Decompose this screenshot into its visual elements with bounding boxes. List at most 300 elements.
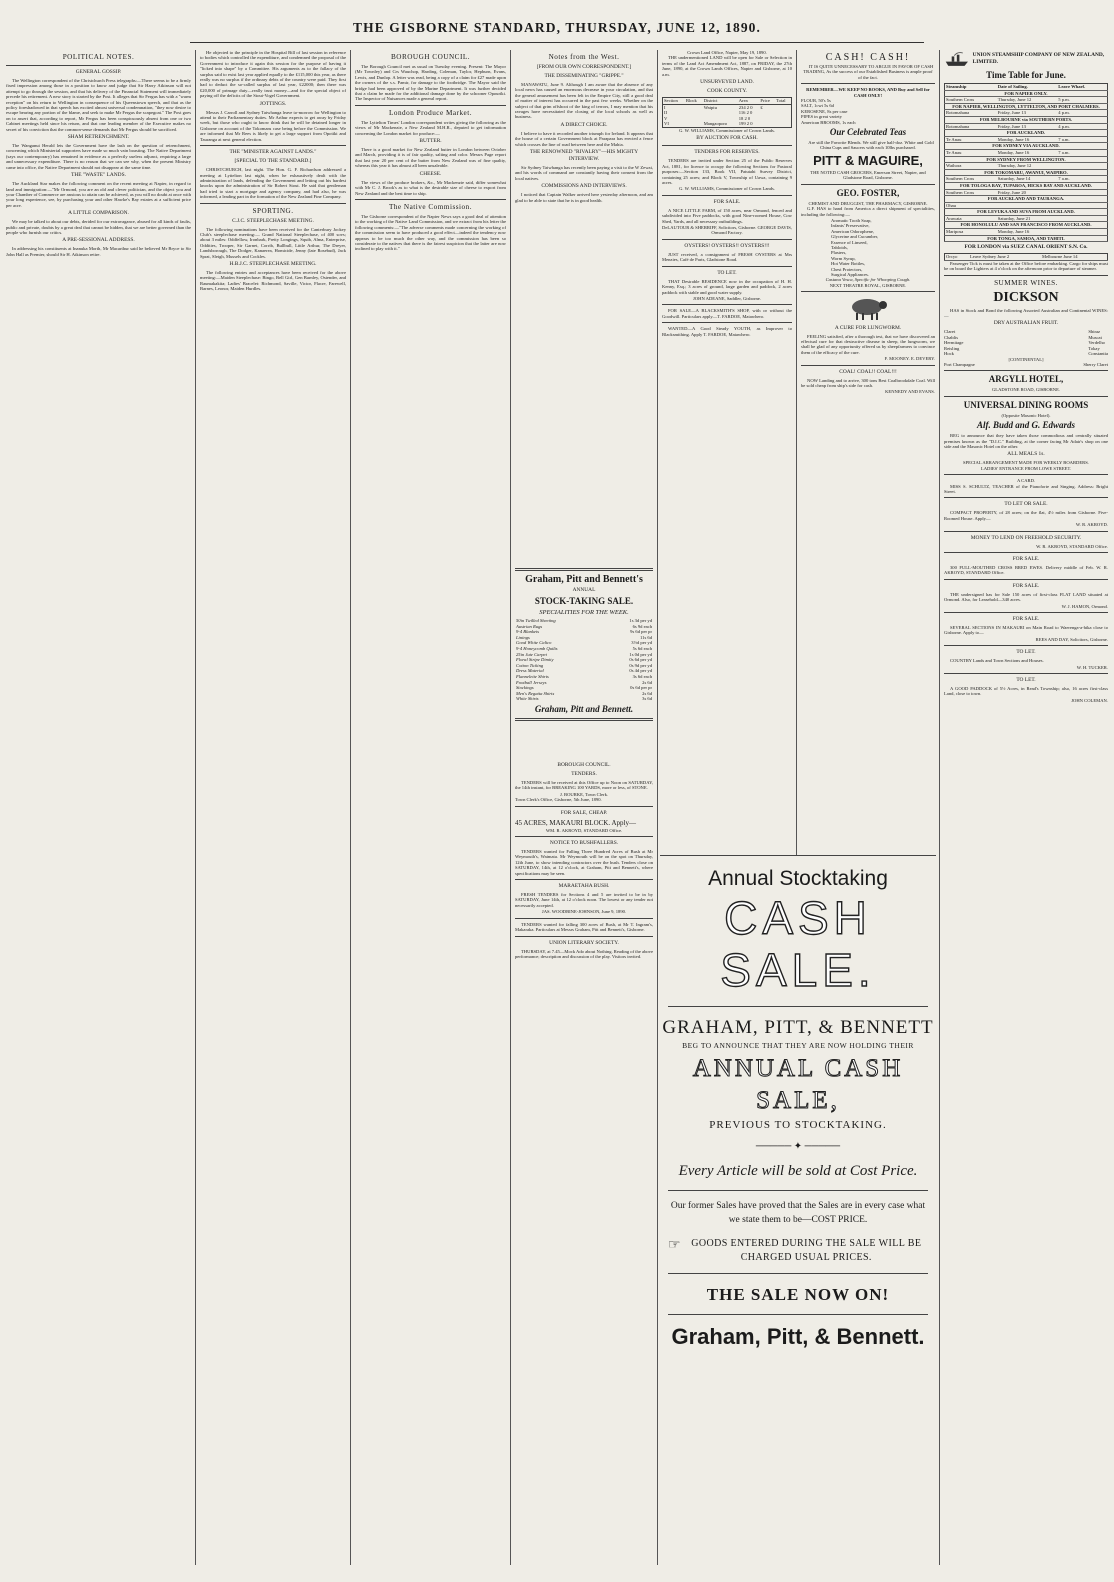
article-text: MANAWATU, June 9. Although I am aware that the absence of any local news has caused an enormous decrease in your circulation, and that the general amusement has been felt in the Empire City, still a good deal of matter of interest has occurred in the past few weeks. Whether on the subject of that grim offshoot of the king of terrors, I may mention that his ravages have necessitated the closing of the local schools as well as business. (515, 82, 653, 120)
price-item: Stockings (516, 685, 534, 691)
timetable-row (945, 176, 1108, 183)
notice-text: THE undermentioned LAND will be open for Sale or Selection in terms of the Land Act Amendment Act, 1887, on FRIDAY, the 27th June, 1890, at the Crown Lands Offices, Napier and Gisborne, at 10 a.m. (662, 55, 792, 77)
notice-text: JUST received, a consignment of FRESH OYSTERS at Mrs Menzies, Café de Paris, Gladstone Road. (662, 251, 792, 263)
ad-text: GLADSTONE ROAD, GISBORNE. (991, 387, 1061, 393)
ad-signature: W. H. TUCKER. (1076, 664, 1108, 670)
timetable-date: Friday, June 20 (997, 189, 1057, 196)
ad-text: SEVERAL SECTIONS IN MAKAURI on Main Road to Waerenga-a-hika close to Gisborne. Apply to— (944, 625, 1108, 636)
list-item: Aromatic Tooth Soap, (831, 217, 872, 223)
notice-title: BY AUCTION FOR CASH. (696, 135, 758, 142)
wine-item: Muscat (1088, 334, 1102, 340)
timetable-date: Thursday, June 12 (997, 163, 1057, 170)
ad-text: IT IS QUITE UNNECESSARY TO ARGUE IN FAVOR OF CASH TRADING, As the success of our Established Business is ample proof of the fact. (803, 64, 934, 80)
column-rule (796, 50, 797, 900)
notice-signature: J. BOURKE, Town Clerk. (559, 791, 609, 797)
wine-item: Reisling (944, 345, 960, 351)
ad-footer-firm: Graham, Pitt, & Bennett. (671, 1324, 925, 1349)
wine-item: Constantia (1088, 351, 1108, 357)
article-text: CHRISTCHURCH, last night. The Hon. G. F. Richardson addressed a meeting at Lyttelton last night, when he exhaustively dealt with the administration of lands, defending the Government and letting out his hardest knocks upon the administration of Sir Robert Stout. He said that gentleman had tried to start a mortgage and agency company, and had also, he was informed, a leading part in the formation of the New Zealand Fine Company. (200, 167, 346, 200)
article-title: THE "WASTE" LANDS. (71, 172, 126, 179)
timetable-ship: Rotomahana (945, 123, 997, 130)
divider (944, 552, 1108, 553)
wine-item: Tokay (1088, 345, 1100, 351)
divider (515, 568, 653, 571)
ad-firm-name: Graham, Pitt and Bennett's (525, 574, 643, 585)
sheep-icon (845, 295, 891, 321)
article-title: JOTTINGS. (259, 100, 287, 107)
table-cell: VI (664, 121, 669, 127)
notice-text: WANTED—A Good Steady YOUTH, as Improver to Blacksmithing. Apply T. FARDOE, Matawhero. (662, 326, 792, 337)
ad-heading: SUMMER WINES. (994, 278, 1058, 287)
price-item: American BROOMS, 1s each (801, 119, 856, 125)
notice-text: FRESH TENDERS for Sections 4 and 5 are invited to be in by SATURDAY, June 14th, at 12 o'clock noon. The lowest or any tender not necessarily accepted. (515, 892, 653, 908)
divider (200, 145, 346, 146)
table-row (663, 121, 792, 127)
notice-text: FOR SALE—A BLACKSMITH'S SHOP, with or without the Goodwill. Particulars apply—T. FARDOE, Matawhero. (662, 308, 792, 319)
wine-item: Chablis (944, 334, 959, 340)
section-heading: SPORTING. (252, 206, 294, 215)
section-heading: Notes from the West. (548, 53, 620, 61)
column-rule (657, 50, 658, 1565)
ad-signature: W. R. AKROYD. (1075, 522, 1108, 528)
timetable-ship: Southern Cross (945, 189, 997, 196)
timetable-destination: FOR NAPIER, WELLINGTON, LYTTELTON, AND PORT CHALMERS. (945, 103, 1108, 110)
ad-firm-name: GEO. FOSTER, (836, 187, 900, 198)
column-five (662, 50, 792, 700)
timetable-time: 7 a.m. (1057, 149, 1107, 156)
notice-date: Crown Land Office, Napier, May 19, 1890. (687, 50, 767, 55)
notice-text: TENDERS will be received at this Office up to Noon on SATURDAY, the 14th instant, for BREAKING 100 YARDS, more or less, of STONE. (515, 780, 653, 791)
timetable-row (945, 215, 1108, 222)
ad-heading: COAL! COAL!! COAL!!! (839, 368, 897, 375)
article-list (6, 69, 191, 257)
notice-text: Passenger Tick ts must be taken at the Office before embarking. Cargo for ships must be on board the Lighters at 4 o'clock on the afternoon prior to departure of steamer. (944, 260, 1108, 272)
article-text: The Wellington correspondent of the Christchurch Press telegraphs:—There seems to be a firmly fixed impression among those in a position to know and judge that Sir Harry Atkinson will not attempt to go through the session, and that his delivery of the Financial Statement will immediately precede his retirement. A new story is started by the Post. It alleges that Sir Fergus has with a "warm reception" on his return to Wellington in consequence of his Queenstown speech, and that as the policy foreshadowed in that speech has excited almost universal condemnation, "they now desire to escape bearing any portion of the blame, and seek to make Mr Fergus the scapegoat." The Post goes on to assert that, according to report, Mr Fergus has been conspicuously absent from one or two Cabinet meetings held since his return, and that one leading member of the Executive makes no secret of his conviction that the common-sense demands that Mr Fergus should be sacrificed. (6, 78, 191, 132)
timetable-destination: FOR TONGA, SAMOA, AND TAHITI. (945, 235, 1108, 242)
table-cell: 18 2 0 (738, 115, 751, 121)
column-three (355, 50, 506, 1565)
divider (662, 145, 792, 146)
list-item: Surgical Appliances. (831, 271, 869, 277)
table-header-row (663, 98, 792, 105)
timetable-time (1057, 163, 1107, 170)
price-item: 25in Jute Carpet (516, 651, 547, 657)
timetable-ship: Southern Cross (945, 97, 997, 104)
wine-item: Verdelho (1088, 340, 1105, 346)
ad-sale-now-on: THE SALE NOW ON! (706, 1285, 890, 1304)
article-text: The following entries and acceptances have been received for the above meeting:—Maiden Steeplechase: Bingo, Bell Girl, Gen Barnley, Ostender, and Raumakakita; Ladies' Bracelet: Richmond, Saville, Victor, Flacre, Farewell, Barnes, Leonor, Maiden Hurdles. (200, 269, 346, 292)
wine-list-right (1088, 329, 1108, 356)
price-item: Austrian Rugs (516, 623, 543, 629)
timetable-ship: Mariposa (945, 229, 997, 236)
table-cell: 116 2 0 (738, 110, 753, 116)
article-text: In addressing his constituents at Inanuka Morth, Mr Macarthur said he believed Mr Bryce to Sir John Hall as Premier, should Sir H. Atkinson retire. (6, 246, 191, 257)
divider (944, 645, 1108, 646)
list-item: Glycerine and Cucumber, (831, 234, 879, 240)
ad-footer: Graham, Pitt and Bennett. (534, 703, 634, 714)
article-text: The Lyttelton Times' London correspondent writes giving the following as the views of Mr Mackenzie, a New Zealand M.H.R., deputed to get information concerning the London market for produce:— (355, 119, 506, 136)
timetable-header-row (945, 84, 1108, 91)
article-text: I believe to have it recorded another triumph for Ireland. It appears that the house of a certain Government block at Parapara has erected a fence which crosses the line of road between here and the Mahia. (515, 130, 653, 147)
timetable-destination-row (945, 235, 1108, 242)
suez-row (945, 254, 1108, 261)
cash-sale-advertisement (660, 855, 936, 1566)
list-item: Infants' Preservative, (831, 223, 870, 229)
suez-cell: Leave Sydney June 2 (969, 254, 1041, 261)
notice-title: OYSTERS! OYSTERS!! OYSTERS!!! (684, 242, 770, 249)
timetable-destination-row (945, 90, 1108, 97)
timetable-date: Saturday, June 21 (997, 215, 1057, 222)
price-value: 2s 6d (642, 690, 652, 696)
notice-title: NOTICE TO BUSHFALLERS. (549, 840, 619, 847)
price-value: 11s 6d (640, 634, 652, 640)
ad-annual-cash: ANNUAL CASH SALE, (692, 1055, 904, 1114)
table-cell: V (664, 115, 668, 121)
suez-cell: Melbourne June 14 (1041, 254, 1107, 261)
ad-specialities: SPECIALITIES FOR THE WEEK. (539, 609, 629, 616)
divider (944, 673, 1108, 674)
column-four-notices (515, 760, 653, 1565)
price-value: 9s 6d per pr (630, 629, 652, 635)
price-value: 0s 6d per pr (630, 685, 652, 691)
ad-heading: CASH! CASH! (825, 52, 911, 63)
price-value: 2s 6d (642, 679, 652, 685)
timetable-row (945, 202, 1108, 209)
divider (944, 370, 1108, 371)
notice-signature: JOHN ADEANE, Saddler, Gisborne. (693, 295, 761, 301)
table-cell: II (664, 110, 668, 116)
price-item: Flannelette Shirts (516, 673, 549, 679)
ad-text: COUNTRY Lands and Town Sections and Houses. (950, 658, 1044, 664)
notice-text: TENDERS wanted for falling 300 acres of Bush, at Mr T. Ingram's, Makaraka. Particulars at Messrs Graham, Pitt and Bennett's, Gisborne. (515, 921, 653, 933)
table-cell: Waipiu (703, 104, 717, 110)
article-subtitle: [FROM OUR OWN CORRESPONDENT.] (536, 64, 632, 70)
article-title: SHAM RETRENCHMENT. (67, 134, 130, 141)
list-item: Chest Protectors, (831, 266, 863, 272)
price-item: Floral Stripe Dimity (516, 657, 554, 663)
notice-subtitle: COOK COUNTY. (707, 88, 747, 95)
list-item: Tabloids, (831, 244, 848, 250)
ad-cash-sale: CASH SALE. (720, 892, 876, 996)
ad-text: NOW Landing and to arrive, 300 tons Best Coalbrookdale Coal. Will be sold cheap from ship's side for cash. (801, 377, 935, 389)
table-header: Price (759, 98, 775, 105)
price-item: KEROSENE, 8s per case (801, 108, 848, 114)
article-title: A PRE-SESSIONAL ADDRESS. (62, 237, 135, 244)
ornament: ───── ✦ ───── (755, 1141, 841, 1152)
ad-signature: W. R. AKROYD, STANDARD Office. (1036, 543, 1108, 549)
timetable-header: Leave Wharf. (1057, 84, 1107, 91)
timetable-ship: Te Anau (945, 136, 997, 143)
divider (515, 879, 653, 880)
notice-signature: WM. R. AKROYD, STANDARD Office. (545, 827, 623, 833)
divider (515, 806, 653, 807)
timetable-date: Saturday, June 14 (997, 176, 1057, 183)
ad-annual-stocktaking: Annual Stocktaking (708, 867, 888, 890)
price-value: 0s 6d per yd (629, 657, 652, 663)
article-text: The Gisborne correspondent of the Napier News says a good deal of attention to the working of the Native Land Commission, and we extract from his letter the following comments:—"The adverse comments made concerning the working of the commission seem to have produced a good effect—indeed the tendency now appears to be too much the other way, and the commission has been so considerate to the natives that there is the fairest suspicion that the latter are now inclined to play with it." (355, 213, 506, 252)
price-item: 9-4 Honeycomb Quilts (516, 645, 558, 651)
article-text: Messrs J. Carroll and Sydney Taiwhanga leave to-morrow for Wellington to attend to their Parliamentary duties. Mr Arthur expects to get away by Friday week, but those who ought to know think that he will be detained longer in Gisborne on account of the Tokomaru case being before the Commission. We are informed that Mr Rees is likely to get a large support from Opotiki and Tauranga at next general election. (200, 109, 346, 142)
divider (801, 184, 935, 185)
divider (944, 396, 1108, 397)
price-list (515, 618, 653, 702)
list-item: Plasters, (831, 250, 847, 256)
wine-list-left (944, 329, 963, 356)
column-political-notes (6, 50, 191, 1565)
timetable-destination: FOR HONOLULU AND SAN FRANCISCO FROM AUCKLAND. (945, 222, 1108, 229)
price-item: Dress Material (516, 668, 544, 674)
ad-heading: FOR SALE. (1012, 556, 1040, 562)
timetable-destination-row (945, 130, 1108, 137)
price-items (801, 98, 935, 125)
wine-item: Sherry Claret (1083, 361, 1108, 367)
price-value: 5s 6d each (632, 645, 652, 651)
ad-heading: TO LET. (1016, 649, 1036, 656)
ad-former: Our former Sales have proved that the Sales are in every case what we state them to be—COST PRICE. (670, 1201, 926, 1225)
ad-text: REMEMBER—WE KEEP NO BOOKS, AND Buy and Sell for CASH ONLY! (806, 87, 930, 98)
notice-text: THURSDAY, at 7.45—Mock Ado about Nothing. Reading of the above performance; description and discussion of the play. Visitors invited. (515, 948, 653, 959)
column-seven (944, 50, 1108, 1565)
price-value: 6s 9d each (632, 623, 652, 629)
timetable-ship: Southern Cross (945, 176, 997, 183)
ad-heading: FOR SALE. (1012, 616, 1040, 623)
notice-signature: JAS. WOODBINE-JOHNSON, June 9, 1890. (541, 909, 627, 915)
article-title: C.J.C. STEEPLECHASE MEETING. (232, 217, 314, 224)
ad-heading: ALL MEALS 1s. (1007, 451, 1045, 458)
ad-heading: MONEY TO LEND ON FREEHOLD SECURITY. (970, 534, 1082, 541)
divider (355, 105, 506, 106)
notice-title: MARAETAHA BUSH. (558, 883, 610, 890)
article-subtitle: [SPECIAL TO THE STANDARD.] (234, 158, 312, 165)
notice-title: UNION LITERARY SOCIETY. (549, 939, 619, 946)
notice-signature: G. W. WILLIAMS, Commissioner of Crown Lands. (679, 186, 775, 192)
list-item: Essence of Linseed, (831, 239, 868, 245)
ad-heading: Our Celebrated Teas (829, 127, 907, 138)
timetable-destination-row (945, 143, 1108, 150)
notice-text: TENDERS are invited under Section 25 of the Public Reserves Act, 1881, for licence to occupy the following Sections for Pastoral purposes:—Section 133, Book VII, Patutahi Survey District, containing 25 acres; and Block V, Township of Uawa, containing 9 acres. (662, 158, 792, 186)
ad-firm-name: PITT & MAGUIRE, (813, 152, 923, 168)
divider (944, 579, 1108, 580)
divider (662, 304, 792, 305)
price-item: 50in Twilled Sheeting (516, 618, 556, 623)
timetable-destination: FOR LEVUKA AND SUVA FROM AUCKLAND. (945, 209, 1108, 216)
timetable-ship: Te Anau (945, 149, 997, 156)
timetable-time (1057, 215, 1107, 222)
article-text: The Borough Council met as usual on Tuesday evening. Present: The Mayor (Mr Townley) and Crs Wauchop, Harding, Coleman, Taylor, Hepburn, Evans, Lewis, and Dunlop. A letter was read, being a copy of a claim for £27 made upon the owners of the s.s. Pamir, for damage to the footbridge. The Mayor said the bridge had been approved of by the Marine Department. It was further decided that a claim be made for the additional damage done by the schooner Opouriki. The Inspector of Nuisances made a general report. (355, 64, 506, 102)
ad-previous: PREVIOUS TO STOCKTAKING. (709, 1119, 887, 1131)
ad-heading: TO LET OR SALE. (1004, 501, 1048, 508)
timetable-row (945, 189, 1108, 196)
price-value: 0s 9d per yd (629, 662, 652, 668)
section-heading: The Native Commission. (388, 202, 473, 211)
article-title: COMMISSIONS AND INTERVIEWS. (541, 183, 627, 190)
notice-text: A NICE LITTLE FARM, of 150 acres, near Ormond, fenced and subdivided into Five paddocks, with good Nine-roomed House, Cow Shed, Yards, and all necessary outbuildings. (662, 207, 792, 224)
divider (944, 612, 1108, 613)
timetable-destination-row (945, 209, 1108, 216)
table-header: Area (738, 98, 760, 105)
divider (944, 275, 1108, 276)
suez-heading: FOR LONDON via SUEZ CANAL ORIENT S.N. Co. (964, 244, 1088, 251)
ad-text: 300 FULL-MOUTHED CROSS BRED EWES. Delivery middle of Feb. W. R. AKROYD, STANDARD Office. (944, 565, 1108, 576)
divider (662, 266, 792, 267)
ad-text: Castana Vesca, Specific for Whooping Cough. (825, 277, 911, 283)
article-title: BUTTER. (419, 138, 442, 145)
notice-text: 45 ACRES, MAKAURI BLOCK. Apply— (515, 818, 636, 827)
ad-heading: TO LET. (1016, 677, 1036, 684)
article-text: I noticed that Captain Walker arrived here yesterday afternoon, and am glad to be able to state that he is in good health. (515, 192, 653, 203)
table-cell (685, 121, 703, 127)
notice-title: FOR SALE. (713, 198, 741, 205)
divider (944, 497, 1108, 498)
article-text: The following nominations have been received for the Canterbury Jockey Club's steeplechase meeting:— Grand National Steeplechase, of 400 sovs; about 3 miles: Oddfellow, Ironbark, Pretty Longings, Squib, Alma, Enterprise, Oddities, Trooper, Sir Garnet, Corrib, Bullbull, Little Arthur, The Dreyer, Landsborough, The Dodger, Kanaerea, Homicide, Jenny (late Rosebud), Jack Sprat, Sleigh, Mussels and Cockles. (200, 226, 346, 259)
wine-list (944, 362, 1108, 367)
timetable-destination: FOR MELBOURNE via SOUTHERN PORTS. (945, 116, 1108, 123)
divider (662, 322, 792, 323)
price-item: Cotton Ticking (516, 662, 544, 668)
timetable-date: Friday, June 13 (997, 123, 1057, 130)
suez-cell: Orcyo (945, 254, 969, 261)
price-item: SALT, 1cwt 5s 6d (801, 103, 834, 109)
wine-item: Port Champagne (944, 361, 975, 367)
wine-item: Hermitage (944, 340, 964, 346)
ad-heading: A CURE FOR LUNGWORM. (834, 324, 902, 331)
article-text: Sir Sydney Taiwhanga has recently been paying a visit to the W Zewai, and his words of command are constantly having their consent from the local natives. (515, 165, 653, 181)
price-value: 3s 6d each (632, 673, 652, 679)
divider (515, 918, 653, 919)
ad-text: CHEMIST AND DRUGGIST, THE PHARMACY, GISBORNE. (808, 200, 928, 206)
pointing-hand-icon: ☞ (668, 1238, 681, 1253)
ad-goods: GOODS ENTERED DURING THE SALE WILL BE CHARGED USUAL PRICES. (691, 1238, 922, 1263)
ad-beg: BEG TO ANNOUNCE THAT THEY ARE NOW HOLDING THEIR (682, 1041, 914, 1050)
timetable-date (997, 202, 1057, 209)
divider (515, 718, 653, 721)
timetable-destination-row (945, 169, 1108, 176)
ad-signature: F. MOONEY. E. DEVERY. (884, 356, 935, 362)
notice-title: TO LET. (717, 269, 737, 276)
ad-every-article: Every Article will be sold at Cost Price. (678, 1163, 918, 1179)
section-heading: BOROUGH COUNCIL. (390, 53, 471, 61)
timetable-date: Monday, June 16 (997, 229, 1057, 236)
article-title: THE "MINISTER AGAINST LANDS." (229, 149, 317, 156)
price-value: 1s 0d per yd (629, 651, 652, 657)
timetable-destination-row (945, 116, 1108, 123)
ad-text: MISS S. SCHULTZ, TEACHER of the Pianoforte and Singing. Address: Bright Street. (944, 483, 1108, 494)
steamship-icon (944, 50, 970, 68)
list-item: American Odorophene, (831, 228, 875, 234)
ad-firm-name: UNIVERSAL DINING ROOMS (963, 399, 1089, 410)
table-cell: I (664, 104, 666, 110)
price-item: White Shirts (516, 696, 539, 702)
article-text: The Auckland Star makes the following comment on the recent meeting at Napier, in regard to land and immigration:—"Mr Ormond, you are an old and clever politician, and the object you and your Chamber of Commerce are anxious to attain can be achieved, as you will no doubt at once with your long experience, see, by purchasing your and other Hawke's Bay estates at a sufficient price per acre. (6, 181, 191, 208)
timetable-time: 7 a.m. (1057, 136, 1107, 143)
ad-title: STOCK-TAKING SALE. (534, 596, 634, 606)
timetable-destination: FOR TOKOMARU, AWANUI, WAIPIRO. (945, 169, 1108, 176)
ad-heading: FOR SALE. (1012, 582, 1040, 589)
ad-text: DRY AUSTRALIAN FRUIT. (993, 320, 1059, 327)
timetable-destination: FOR SYDNEY VIA AUCKLAND. (945, 143, 1108, 150)
divider (944, 474, 1108, 475)
divider (515, 836, 653, 837)
foster-items (801, 218, 935, 277)
ad-text: (Opposite Masonic Hotel). (1001, 412, 1051, 418)
ad-text: NEXT THEATRE ROYAL, GISBORNE. (829, 282, 907, 288)
wine-item: Hock (944, 351, 954, 357)
table-header: Section (663, 98, 685, 105)
divider (801, 83, 935, 84)
ad-text: THE undersigned has for Sale 150 acres of first-class FLAT LAND situated at Ormond. Also, for Leasehold—340 acres. (944, 591, 1108, 603)
table-cell: Mangaoporo (703, 121, 728, 127)
price-value: 0s 4d per yd (629, 668, 652, 674)
ad-signature: REES AND DAY, Solicitors, Gisborne. (1035, 636, 1108, 642)
table-cell (759, 121, 775, 127)
price-item: Football Jerseys (516, 679, 547, 685)
timetable-title: Time Table for June. (986, 70, 1066, 80)
ad-text: G.F. HAS to hand from America a direct shipment of specialities, including the following:— (801, 206, 935, 217)
section-heading: London Produce Market. (388, 108, 473, 117)
timetable-row (945, 97, 1108, 104)
ad-text: COMPACT PROPERTY, of 28 acres; on the flat, 4½ miles from Gisborne. Five-Roomed House. Apply— (944, 510, 1108, 521)
union-header (944, 50, 1108, 68)
table-cell (775, 121, 791, 127)
column-rule (350, 50, 351, 1565)
notice-title: UNSURVEYED LAND. (700, 79, 754, 86)
timetable-destination: FOR AUCKLAND AND TAURANGA. (945, 196, 1108, 203)
timetable-row (945, 149, 1108, 156)
timetable-row (945, 123, 1108, 130)
column-two (200, 50, 346, 1565)
timetable-ship: Ohau (945, 202, 997, 209)
timetable-time (1057, 189, 1107, 196)
article-title: CHEESE. (419, 170, 442, 177)
ad-heading: A CARD. (1016, 478, 1036, 484)
table-cell: £ (760, 104, 763, 110)
timetable-row (945, 163, 1108, 170)
notice-signature: DeLAUTOUR & SHERRIFF, Solicitors, Gisborne. GEORGE DAVIS, Ormond Factory. (662, 225, 792, 236)
article-title: A LITTLE COMPARISON. (68, 210, 129, 217)
ad-goods-row (660, 1237, 936, 1265)
timetable-time (1057, 202, 1107, 209)
timetable-destination: FOR NAPIER ONLY. (945, 90, 1108, 97)
article-title: H.B.J.C. STEEPLECHASE MEETING. (229, 260, 317, 267)
notice-title: FOR SALE, CHEAP. (560, 809, 608, 816)
ad-text: HAS in Stock and Bond the following Assorted Australian and Continental WINES:— (944, 307, 1108, 319)
column-rule (510, 50, 511, 1565)
ad-text: BEG to announce that they have taken those commodious and centrally situated premises known as the "D.I.C." Building, at the corner facing Mr Adair's shop on one side and the Masonic Hotel on the other. (944, 433, 1108, 449)
ad-text: LADIES' ENTRANCE FROM LOWE STREET. (980, 465, 1072, 471)
article-title: THE RENOWNED "RIVALRY"—HIS MIGHTY INTERVIEW. (529, 149, 639, 163)
ad-text: Are still the Favorite Blends. We still give half-doz. White and Gold China Cups and Saucers with each 10lbs purchased. (808, 140, 934, 151)
timetable-destination-row (945, 103, 1108, 110)
column-rule (195, 50, 196, 1565)
timetable-time: 5 p.m. (1057, 97, 1107, 104)
stocktaking-ad-box (515, 565, 653, 757)
ad-text: FEELING satisfied, after a thorough test, that we have discovered an effectual cure for that destructive disease in sheep, the lungworm, we shall be glad of any opportunity offered us by sheepfarmers to convince them of the efficacy of the cure. (801, 333, 935, 355)
wine-item: Claret (944, 329, 956, 335)
divider (944, 531, 1108, 532)
ad-text: SPECIAL ARRANGEMENT MADE FOR WEEKLY BOARDERS. (963, 460, 1089, 466)
notice-title: BOROUGH COUNCIL. (557, 762, 611, 768)
article-text: The Wanganui Herald lets the Government have the lash on the question of retrenchment, concerning which Ministerial supporters have made so much vain boasting. The Native Department (says our contemporary) has remained in evidence as a perfectly useless adjunct, requiring a large and unnecessary expenditure. There is no reason that we can see why, when the present Ministry came into office, the Native Department should not disappear at the same time. (6, 143, 191, 170)
land-table (662, 97, 792, 128)
ad-firm-name: ARGYLL HOTEL, (988, 374, 1064, 385)
timetable-header: Date of Sailing. (997, 84, 1057, 91)
notice-date: Town Clerk's Office, Gisborne, 5th June, 1890. (515, 797, 602, 803)
table-cell: 234 2 0 (738, 104, 753, 110)
divider (801, 365, 935, 366)
timetable-date: Thursday, June 12 (997, 97, 1057, 104)
notice-text: THAT Desirable RESIDENCE now in the occupation of H. H. Kenny, Esq.; 3 acres of ground, large garden and paddock, 2 acres paddock with stable and good water supply. (662, 278, 792, 295)
company-name: UNION STEAMSHIP COMPANY OF NEW ZEALAND, LIMITED. (972, 52, 1105, 65)
